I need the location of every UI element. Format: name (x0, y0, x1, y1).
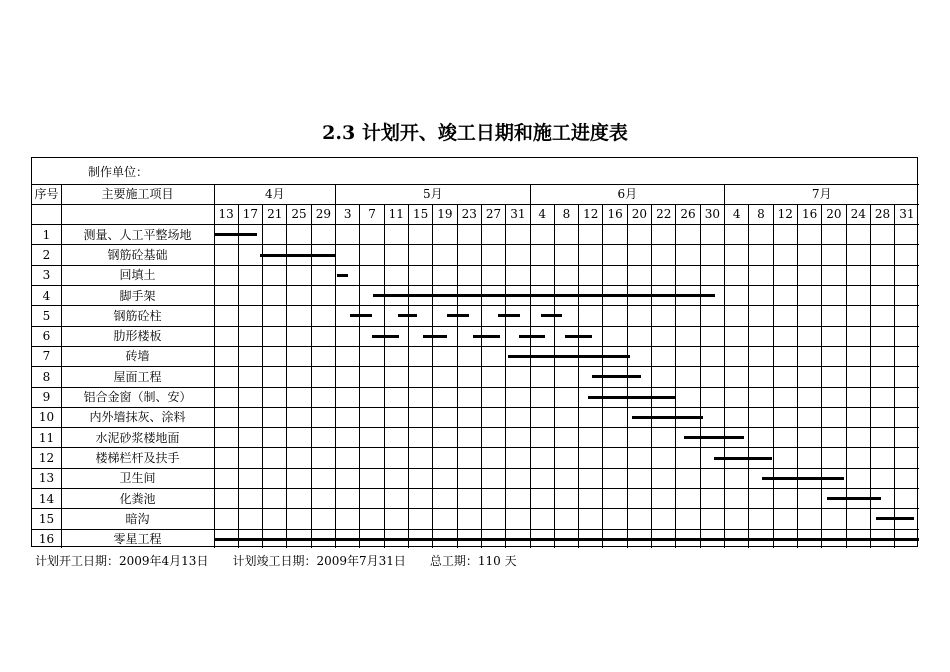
grid-row-line (32, 427, 919, 428)
task-number: 11 (38, 430, 55, 445)
planned-end-date: 计划竣工日期：2009年7月31日 (232, 554, 406, 568)
task-bar (714, 457, 772, 460)
planned-start-date: 计划开工日期：2009年4月13日 (35, 554, 209, 568)
month-label: 4月 (264, 187, 285, 201)
task-name: 测量、人工平整场地 (83, 227, 192, 242)
day-label: 30 (704, 207, 720, 222)
day-divider (651, 204, 652, 548)
task-bar (592, 375, 641, 378)
day-label: 11 (388, 207, 404, 222)
day-divider (797, 204, 798, 548)
day-divider (408, 204, 409, 548)
day-label: 12 (583, 207, 599, 222)
task-bar (827, 497, 882, 500)
day-divider (432, 204, 433, 548)
task-bar (541, 314, 562, 317)
seq-header: 序号 (34, 187, 59, 201)
task-bar (373, 294, 715, 297)
day-label: 22 (656, 207, 672, 222)
task-bar (423, 335, 447, 338)
task-name: 砖墙 (125, 349, 150, 364)
day-label: 12 (777, 207, 793, 222)
task-bar (498, 314, 520, 317)
task-number: 15 (38, 511, 55, 526)
day-label: 23 (461, 207, 477, 222)
day-divider (894, 204, 895, 548)
day-label: 19 (437, 207, 453, 222)
day-label: 20 (826, 207, 842, 222)
day-label: 8 (757, 207, 765, 222)
task-bar (588, 396, 676, 399)
day-label: 24 (850, 207, 866, 222)
task-name: 钢筋砼柱 (113, 308, 162, 323)
month-label: 6月 (617, 187, 638, 201)
task-bar (214, 538, 919, 541)
day-label: 31 (899, 207, 915, 222)
schedule-table (31, 157, 918, 547)
task-number: 9 (42, 390, 51, 404)
task-number: 14 (38, 491, 55, 506)
grid-row-line (32, 529, 919, 530)
task-name: 化粪池 (119, 491, 156, 506)
day-label: 16 (607, 207, 623, 222)
task-number: 1 (42, 227, 51, 242)
task-name: 卫生间 (119, 471, 156, 486)
grid-row-line (32, 387, 919, 388)
task-name: 钢筋砼基础 (107, 247, 168, 262)
page-title: 2.3 计划开、竣工日期和施工进度表 (322, 122, 628, 144)
grid-row-line (32, 468, 919, 469)
day-divider (578, 204, 579, 548)
task-name: 肋形楼板 (113, 329, 162, 344)
day-divider (457, 204, 458, 548)
day-label: 16 (801, 207, 818, 222)
grid-row-line (32, 508, 919, 509)
day-divider (821, 204, 822, 548)
task-name: 回填土 (119, 268, 156, 283)
grid-row-line (32, 204, 919, 205)
task-number: 6 (42, 329, 51, 344)
schedule-footer (35, 552, 541, 569)
task-name: 水泥砂浆楼地面 (95, 430, 180, 445)
unit-label: 制作单位： (88, 165, 149, 179)
grid-row-line (32, 224, 919, 225)
grid-row-line (32, 305, 919, 306)
day-label: 28 (874, 207, 891, 222)
day-divider (700, 204, 701, 548)
day-divider (675, 204, 676, 548)
day-label: 27 (485, 207, 502, 222)
day-divider (481, 204, 482, 548)
grid-row-line (32, 366, 919, 367)
month-label: 7月 (811, 187, 832, 201)
day-divider (554, 204, 555, 548)
task-bar (337, 274, 348, 277)
task-bar (473, 335, 500, 338)
day-label: 21 (267, 207, 283, 222)
task-bar (762, 477, 843, 480)
task-bar (398, 314, 417, 317)
task-bar (519, 335, 545, 338)
task-bar (508, 355, 630, 358)
task-bar (632, 416, 703, 419)
task-name: 铝合金窗（制、安） (83, 390, 192, 404)
day-label: 20 (631, 207, 648, 222)
task-bar (260, 254, 335, 257)
task-number: 16 (38, 532, 55, 547)
day-label: 7 (368, 207, 376, 222)
grid-row-line (32, 488, 919, 489)
day-divider (238, 204, 239, 548)
task-bar (565, 335, 592, 338)
task-name: 脚手架 (119, 288, 156, 303)
day-label: 13 (218, 207, 234, 222)
task-number: 10 (38, 410, 55, 425)
day-divider (748, 204, 749, 548)
day-label: 29 (315, 207, 332, 222)
task-bar (350, 314, 372, 317)
task-number: 12 (38, 450, 55, 465)
task-number: 3 (42, 268, 51, 283)
month-label: 5月 (422, 187, 443, 201)
task-name: 屋面工程 (113, 369, 162, 384)
task-name: 暗沟 (125, 511, 150, 526)
day-label: 17 (242, 207, 259, 222)
day-label: 8 (562, 207, 571, 222)
task-bar (876, 517, 914, 520)
total-duration: 总工期：110 天 (429, 554, 517, 568)
task-number: 4 (42, 288, 51, 303)
task-bar (214, 233, 257, 236)
day-label: 15 (412, 207, 429, 222)
day-divider (359, 204, 360, 548)
task-number: 7 (42, 349, 51, 364)
day-label: 3 (343, 207, 352, 222)
grid-row-line (32, 265, 919, 266)
grid-row-line (32, 285, 919, 286)
grid-row-line (32, 447, 919, 448)
task-name: 内外墙抹灰、涂料 (89, 410, 186, 425)
day-divider (505, 204, 506, 548)
task-name: 零星工程 (113, 532, 162, 547)
grid-row-line (32, 184, 919, 185)
task-number: 8 (42, 369, 51, 384)
day-label: 4 (732, 207, 741, 222)
grid-row-line (32, 407, 919, 408)
grid-row-line (32, 326, 919, 327)
item-header: 主要施工项目 (101, 187, 174, 201)
day-label: 25 (291, 207, 307, 222)
month-divider (530, 184, 531, 548)
day-label: 26 (680, 207, 696, 222)
task-bar (684, 436, 744, 439)
grid-row-line (32, 244, 919, 245)
grid-row-line (32, 346, 919, 347)
task-number: 13 (38, 471, 55, 486)
task-name: 楼梯栏杆及扶手 (95, 450, 180, 465)
day-label: 31 (510, 207, 526, 222)
task-bar (447, 314, 469, 317)
task-number: 2 (42, 247, 51, 262)
task-bar (372, 335, 399, 338)
task-number: 5 (42, 308, 51, 323)
month-divider (335, 184, 336, 548)
day-divider (773, 204, 774, 548)
day-divider (384, 204, 385, 548)
day-label: 4 (538, 207, 546, 222)
month-divider (724, 184, 725, 548)
